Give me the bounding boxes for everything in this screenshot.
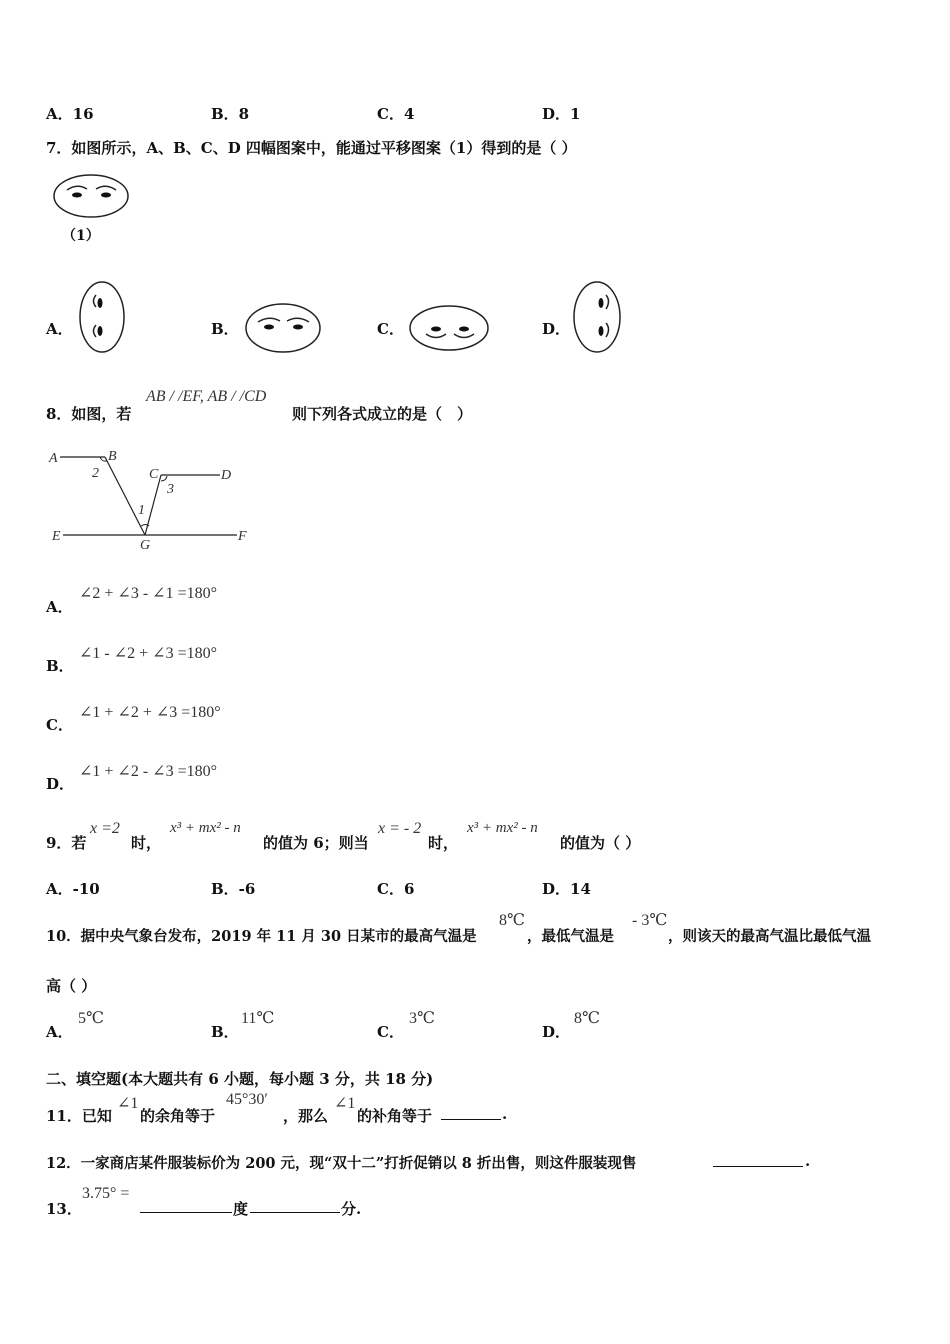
q13-minute-blank[interactable]: [250, 1198, 340, 1213]
q11-expr-2: 45°30′: [226, 1091, 268, 1108]
q8-stem-prefix: 8．如图，若: [46, 405, 132, 423]
q10-option-a-label: A．: [46, 1023, 73, 1041]
q13-number: 13．: [46, 1200, 82, 1218]
q8-fig-label-b: B: [108, 449, 117, 464]
q8-figure: [45, 446, 255, 556]
q6-option-c: C．4: [377, 105, 415, 123]
q10-text-line2: 高（ ）: [46, 977, 97, 995]
q9-option-a: A．-10: [46, 880, 100, 898]
q8-fig-label-1: 1: [138, 503, 145, 518]
q7-option-c-face: [408, 305, 492, 355]
q7-option-c-label: C．: [377, 320, 404, 338]
q8-condition: AB / /EF, AB / /CD: [146, 388, 267, 405]
q7-figure-1: [50, 172, 135, 222]
q10-option-d-label: D．: [542, 1023, 571, 1041]
q11-expr-3: ∠1: [334, 1095, 356, 1112]
q9-text-4: 时，: [428, 834, 459, 852]
q8-fig-label-e: E: [52, 529, 61, 544]
q8-option-a-expr: ∠2 + ∠3 - ∠1 =180°: [79, 585, 217, 602]
q13-degree-blank[interactable]: [140, 1198, 232, 1213]
q7-stem: 7．如图所示，A、B、C、D 四幅图案中，能通过平移图案（1）得到的是（ ）: [46, 139, 577, 157]
q8-fig-label-c: C: [149, 467, 159, 482]
q9-option-b: B．-6: [211, 880, 256, 898]
q8-option-b-label: B．: [46, 657, 74, 675]
q9-text-2: 时，: [131, 834, 162, 852]
section-heading: 二、填空题(本大题共有 6 小题，每小题 3 分，共 18 分): [46, 1070, 434, 1088]
q9-expr-4: x³ + mx² - n: [467, 820, 538, 836]
q10-expr-2: - 3℃: [632, 912, 668, 929]
q10-text-3: ，则该天的最高气温比最低气温: [668, 928, 871, 945]
q7-option-d-label: D．: [542, 320, 571, 338]
q9-text-5: 的值为（ ）: [560, 834, 641, 852]
q11-expr-1: ∠1: [117, 1095, 139, 1112]
q7-option-a-label: A．: [46, 320, 73, 338]
q9-expr-2: x³ + mx² - n: [170, 820, 241, 836]
q10-option-c-value: 3℃: [409, 1010, 435, 1027]
q11-text-3: ，那么: [283, 1107, 329, 1125]
q8-option-c-expr: ∠1 + ∠2 + ∠3 =180°: [79, 704, 221, 721]
q8-option-a-label: A．: [46, 598, 73, 616]
q10-option-b-label: B．: [211, 1023, 239, 1041]
q10-option-b-value: 11℃: [241, 1010, 275, 1027]
q7-option-b-label: B．: [211, 320, 239, 338]
q12-answer-blank[interactable]: [713, 1152, 803, 1167]
q8-option-d-expr: ∠1 + ∠2 - ∠3 =180°: [79, 763, 217, 780]
q8-option-b-expr: ∠1 - ∠2 + ∠3 =180°: [79, 645, 217, 662]
q8-stem-suffix: 则下列各式成立的是（ ）: [292, 405, 473, 423]
q11-text-1: 11．已知: [46, 1107, 112, 1125]
q9-text-1: 9．若: [46, 834, 87, 852]
q11-text-end: .: [502, 1105, 508, 1123]
q8-fig-label-g: G: [140, 538, 151, 553]
q9-expr-3: x = - 2: [378, 820, 422, 837]
q10-text-2: ，最低气温是: [527, 928, 614, 945]
q11-answer-blank[interactable]: [441, 1105, 501, 1120]
q7-figure-label: （1）: [62, 228, 100, 244]
q12-text: 12．一家商店某件服装标价为 200 元，现“双十二”打折促销以 8 折出售，则这件服装现售: [46, 1155, 637, 1172]
q12-text-end: .: [805, 1152, 811, 1170]
q8-fig-label-d: D: [221, 468, 232, 483]
q9-option-d: D．14: [542, 880, 591, 898]
q7-option-b-face: [245, 303, 325, 355]
q8-fig-label-a: A: [49, 451, 58, 466]
q7-option-a-face: [78, 281, 128, 355]
q11-text-2: 的余角等于: [140, 1107, 216, 1125]
q9-option-c: C．6: [377, 880, 415, 898]
q8-fig-label-3: 3: [167, 482, 174, 497]
q9-text-3: 的值为 6；则当: [263, 834, 369, 852]
q8-fig-label-2: 2: [92, 466, 99, 481]
q6-option-d: D．1: [542, 105, 581, 123]
q13-unit-minute: 分.: [341, 1200, 362, 1218]
q8-option-c-label: C．: [46, 716, 73, 734]
q8-option-d-label: D．: [46, 775, 75, 793]
q6-option-b: B．8: [211, 105, 250, 123]
q6-option-a: A．16: [46, 105, 94, 123]
q9-expr-1: x =2: [90, 820, 120, 837]
q10-option-d-value: 8℃: [574, 1010, 600, 1027]
q13-expr: 3.75° =: [82, 1185, 130, 1202]
q10-option-c-label: C．: [377, 1023, 404, 1041]
q13-unit-degree: 度: [233, 1200, 249, 1218]
q10-text-1: 10．据中央气象台发布，2019 年 11 月 30 日某市的最高气温是: [46, 928, 477, 945]
q11-text-4: 的补角等于: [357, 1107, 433, 1125]
q8-fig-label-f: F: [238, 529, 247, 544]
q7-option-d-face: [572, 280, 624, 356]
q10-expr-1: 8℃: [499, 912, 525, 929]
q10-option-a-value: 5℃: [78, 1010, 104, 1027]
